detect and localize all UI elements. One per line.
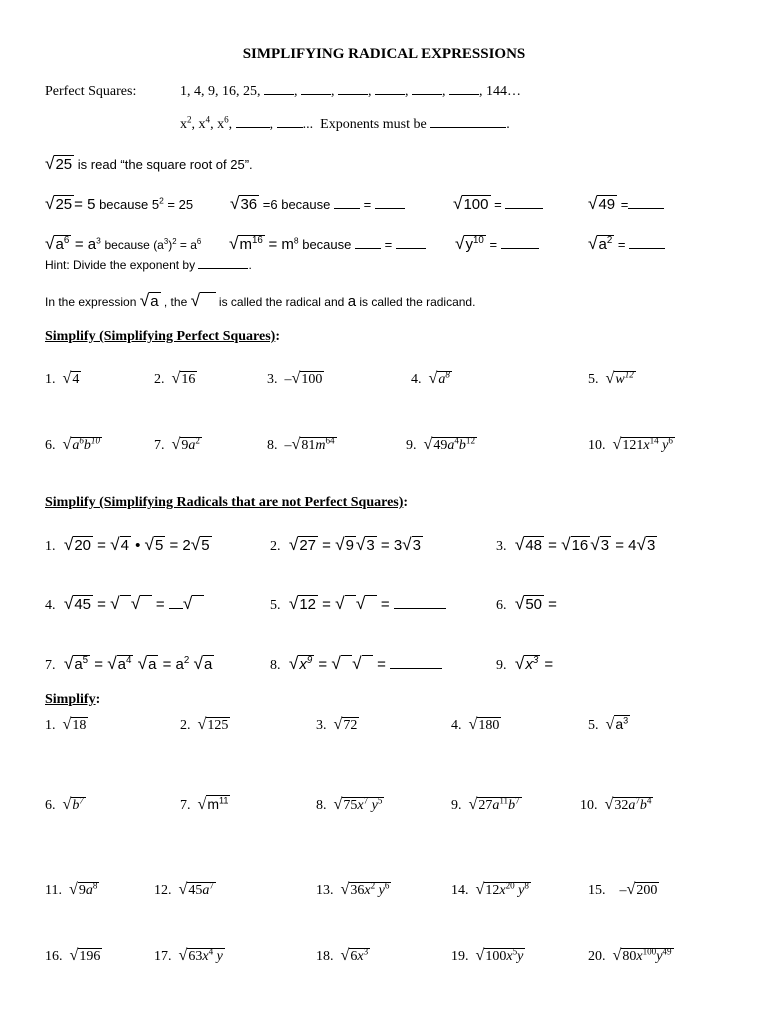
problem-s3-10: 10. $√32a^7b^4$ <box>580 795 652 813</box>
problem-s2-3: 3. √48 = √16 √3 = 4√3 <box>496 534 656 554</box>
problem-s3-1: 1. √18 <box>45 716 87 733</box>
problem-s3-11: 11. $√9a^8$ <box>45 880 98 898</box>
problem-s2-4: 4. √45 = √ √ = √ <box>45 593 204 614</box>
perfect-squares-label: Perfect Squares: <box>45 84 137 99</box>
problem-s3-16: 16. √196 <box>45 947 101 964</box>
problem-s3-15: 15. –√200 <box>588 881 658 898</box>
example-sqrt-m16: $√m^{16} = m^8$ because = <box>229 233 426 254</box>
problem-s1-8: 8. $-√81m^{64}$ <box>267 435 335 453</box>
example-sqrt25: √25 = 5 because $5^2 = 25$ <box>45 193 194 213</box>
problem-s1-4: 4. $√a^8$ <box>411 369 450 387</box>
problem-s2-2: 2. √27 = √9 √3 = 3√3 <box>270 534 421 554</box>
problem-s1-2: 2. √16 <box>154 370 196 387</box>
problem-s3-14: 14. $√12x^{20}$ $y^8$ <box>451 880 529 898</box>
problem-s2-9: 9. $√x^3$ = <box>496 653 554 673</box>
section3-heading: Simplify: <box>45 692 101 707</box>
example-sqrt-a2: $√a^2$ = <box>588 233 665 254</box>
perfect-squares-list: 1, 4, 9, 16, 25, , , , , , , 144… <box>180 84 521 99</box>
problem-s2-7: 7. $√a^5 = √a^4$ $√a = a^2$ √a <box>45 653 213 673</box>
problem-s3-5: 5. $√a^3$ <box>588 715 629 733</box>
problem-s1-1: 1. √4 <box>45 370 80 387</box>
problem-s3-19: 19. $√100x^5y$ <box>451 946 524 964</box>
problem-s3-8: 8. $√75x^7$ $y^5$ <box>316 795 383 813</box>
problem-s3-18: 18. $√6x^3$ <box>316 946 369 964</box>
problem-s3-17: 17. $√63x^4$ y <box>154 946 223 964</box>
problem-s2-1: 1. √20 = √4 • √5 = 2√5 <box>45 534 210 554</box>
problem-s3-7: 7. $√m^{11}$ <box>180 795 229 813</box>
exponents-note: Exponents must be <box>320 117 427 132</box>
hint-text: Hint: Divide the exponent by . <box>45 258 252 272</box>
section1-heading: Simplify (Simplifying Perfect Squares): <box>45 329 281 344</box>
problem-s1-7: 7. $√9a^2$ <box>154 435 200 453</box>
example-sqrt-y10: $√y^{10}$ = <box>455 233 539 254</box>
problem-s3-13: 13. $√36x^2$ $y^6$ <box>316 880 390 898</box>
example-sqrt100: √100 = <box>453 193 543 214</box>
problem-s3-2: 2. √125 <box>180 716 229 733</box>
example-sqrt49: √49 = <box>588 193 664 214</box>
problem-s2-5: 5. √12 = √ √ = <box>270 593 446 614</box>
problem-s2-6: 6. √50 = <box>496 593 557 613</box>
problem-s1-6: 6. $√a^6b^{10}$ <box>45 435 100 453</box>
problem-s3-12: 12. $√45a^7$ <box>154 880 214 898</box>
problem-s1-5: 5. $√w^{12}$ <box>588 369 634 387</box>
powers-list: $x^2$, $x^4$, $x^6$, , ... Exponents must be . <box>180 114 510 132</box>
problem-s3-3: 3. √72 <box>316 716 358 733</box>
problem-s3-4: 4. √180 <box>451 716 500 733</box>
example-sqrt-a6: $√a^6 = a^3$ because $(a^3)^2 = a^6$ <box>45 233 202 253</box>
problem-s3-20: 20. $√80x^{100}y^{49}$ <box>588 946 672 964</box>
problem-s2-8: 8. $√x^9$ = √ √ = <box>270 653 442 674</box>
section2-heading: Simplify (Simplifying Radicals that are not Perfect Squares): <box>45 495 409 510</box>
read-note: √25 is read “the square root of 25”. <box>45 153 253 173</box>
problem-s3-6: 6. $√b^7$ <box>45 795 84 813</box>
page-title: SIMPLIFYING RADICAL EXPRESSIONS <box>242 46 526 62</box>
expression-note: In the expression √a , the √ is called the radical and a is called the radicand. <box>45 290 476 310</box>
problem-s1-10: 10. $√121x^{14}$ $y^6$ <box>588 435 673 453</box>
example-sqrt36: √36 =6 because = <box>230 193 405 214</box>
problem-s1-9: 9. $√49a^4b^{12}$ <box>406 435 475 453</box>
problem-s3-9: 9. $√27a^{11}b^7$ <box>451 795 520 813</box>
problem-s1-3: 3. –√100 <box>267 370 323 387</box>
